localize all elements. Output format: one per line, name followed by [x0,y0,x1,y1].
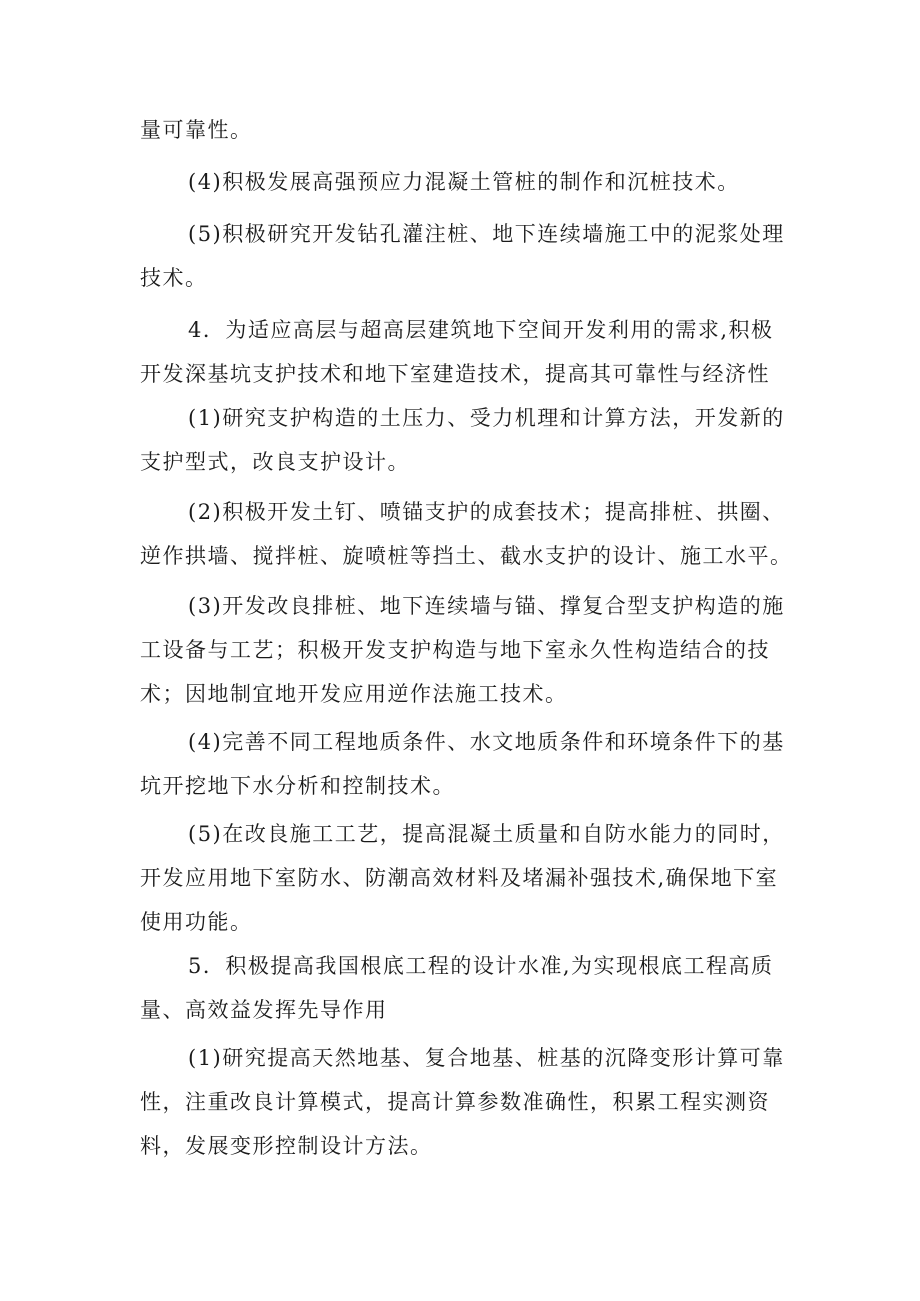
text-line: 量、高效益发挥先导作用 [140,998,388,1022]
text-line: (3)开发改良排桩、地下连续墙与锚、撑复合型支护构造的施 [188,594,785,618]
paragraph-3 [140,308,800,396]
paragraph-8 [140,812,800,944]
text-line: 量可靠性。 [140,118,253,142]
text-line: 性，注重改良计算模式，提高计算参数准确性，积累工程实测资 [140,1090,770,1114]
text-line: 使用功能。 [140,910,253,934]
paragraph-7 [140,720,800,808]
text-line: 坑开挖地下水分析和控制技术。 [140,774,455,798]
text-line: 支护型式，改良支护设计。 [140,450,410,474]
paragraph-1 [140,160,800,204]
text-line: (5)积极研究开发钻孔灌注桩、地下连续墙施工中的泥浆处理 [188,222,785,246]
text-line: 术；因地制宜地开发应用逆作法施工技术。 [140,682,568,706]
paragraph-10 [140,1036,800,1168]
paragraph-5 [140,490,800,578]
text-line: (1)研究提高天然地基、复合地基、桩基的沉降变形计算可靠 [188,1046,785,1070]
text-line: 工设备与工艺；积极开发支护构造与地下室永久性构造结合的技 [140,638,770,662]
text-line: (4)积极发展高强预应力混凝土管桩的制作和沉桩技术。 [188,170,740,194]
text-line: (2)积极开发土钉、喷锚支护的成套技术；提高排桩、拱圈、 [188,500,785,524]
paragraph-0 [140,108,800,152]
paragraph-2 [140,212,800,300]
text-line: 开发应用地下室防水、防潮高效材料及堵漏补强技术,确保地下室 [140,866,779,890]
text-line: (5)在改良施工工艺，提高混凝土质量和自防水能力的同时， [188,822,785,846]
text-line: (4)完善不同工程地质条件、水文地质条件和环境条件下的基 [188,730,785,754]
text-line: 4．为适应高层与超高层建筑地下空间开发利用的需求,积极 [188,318,774,342]
paragraph-6 [140,584,800,716]
paragraph-4 [140,396,800,484]
text-line: 开发深基坑支护技术和地下室建造技术，提高其可靠性与经济性 [140,362,770,386]
text-line: 5．积极提高我国根底工程的设计水准,为实现根底工程高质 [188,954,774,978]
text-line: 逆作拱墙、搅拌桩、旋喷桩等挡土、截水支护的设计、施工水平。 [140,544,793,568]
text-line: 技术。 [140,266,208,290]
text-line: 料，发展变形控制设计方法。 [140,1134,433,1158]
text-line: (1)研究支护构造的土压力、受力机理和计算方法，开发新的 [188,406,785,430]
paragraph-9 [140,944,800,1032]
